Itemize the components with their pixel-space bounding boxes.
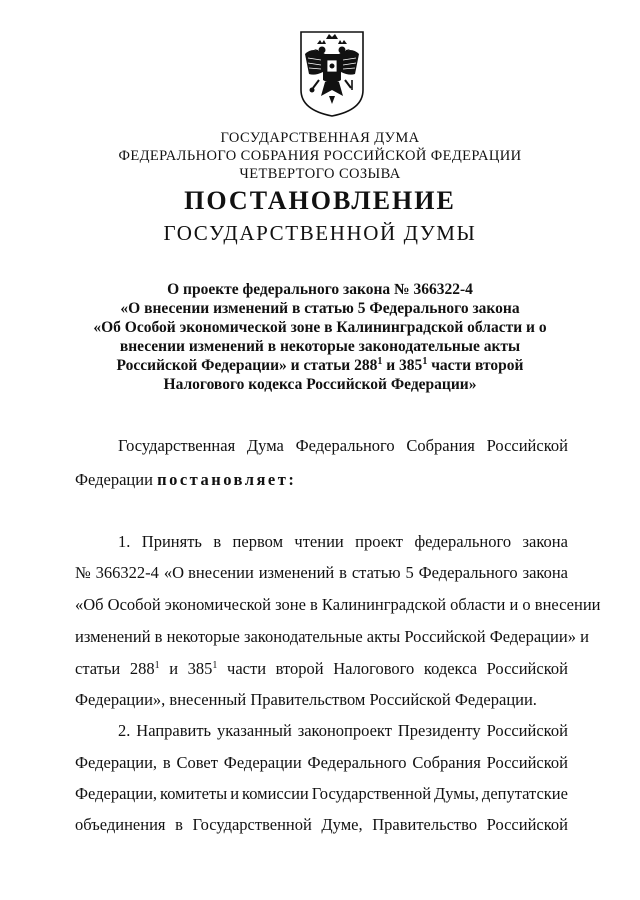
word: законопроект [297,721,392,740]
word: Федерального [418,563,518,582]
word: проект [355,532,404,551]
document-title: ПОСТАНОВЛЕНИЕ [184,186,456,215]
word: указанный [217,721,292,740]
word: в [213,532,222,551]
word: Федерального [295,436,395,455]
word: 366322-4 [95,563,159,582]
subject-line: внесении изменений в некоторые законодательные акты [119,338,521,355]
word: закона [522,532,568,551]
word: Собрания [412,753,481,772]
word: в [339,563,347,582]
word: первом [232,532,284,551]
word: Федерации, [75,753,158,772]
item2-line [75,753,568,773]
item1-line: статьи $288^1$ и $385^1$ части второй Налогового кодекса Российской [75,659,568,678]
word: Совет [176,753,218,772]
item2-line [118,721,568,741]
word: в [162,753,171,772]
word: Российской [486,721,568,740]
item2-line [75,784,568,804]
coat-of-arms-emblem [299,30,365,118]
word: и [230,784,240,803]
word: Федерального [307,753,407,772]
word: Федерации, [75,784,158,803]
word: в [175,815,183,834]
document-subtitle: ГОСУДАРСТВЕННОЙ ДУМЫ [163,221,477,245]
word: Государственной [311,784,432,803]
word: 1. [118,532,131,551]
word: чтении [294,532,344,551]
subject-line: «Об Особой экономической зоне в Калининградской области и о [93,319,547,336]
subject-line: Российской Федерации» и статьи $288^1$ и $385^1$ части второй [116,356,524,374]
word: Собрания [406,436,475,455]
item1-line: «Об Особой экономической зоне в Калининградской области и о внесении [75,595,601,614]
word: комитеты [160,784,228,803]
word: закона [522,563,568,582]
word: статью [351,563,401,582]
item1-line [118,532,568,552]
header-line-3: ЧЕТВЕРТОГО СОЗЫВА [239,166,401,182]
word: объединения [75,815,166,834]
word: Правительство [372,815,478,834]
word: Государственная [118,436,236,455]
word: депутатские [481,784,568,803]
word: Российской [486,436,568,455]
word: 5 [405,563,414,582]
subject-line: «О внесении изменений в статью 5 Федерального закона [120,300,520,317]
word: федерального [414,532,512,551]
item1-line [75,563,568,583]
item1-line: Федерации», внесенный Правительством Российской Федерации. [75,690,537,709]
subject-line: Налогового кодекса Российской Федерации» [163,376,477,393]
word: 2. [118,721,131,740]
word: Российской [486,753,568,772]
word: Федерации [223,753,302,772]
word: Думе, [321,815,363,834]
word: Президенту [397,721,481,740]
word: Думы, [434,784,479,803]
word: Российской [486,815,568,834]
word: комиссии [242,784,309,803]
subject-line: О проекте федерального закона № 366322-4 [167,281,473,298]
item2-line [75,815,568,835]
word: «О внесении [163,563,254,582]
word: № [75,563,91,582]
header-line-2: ФЕДЕРАЛЬНОГО СОБРАНИЯ РОССИЙСКОЙ ФЕДЕРАЦИИ [118,148,522,164]
preamble-line: Федерации постановляет: [75,470,297,489]
subject-block [0,280,640,394]
word: Принять [141,532,202,551]
preamble-line [118,436,568,456]
enacting-word: постановляет: [157,470,297,489]
word: Государственной [192,815,312,834]
word: Дума [246,436,284,455]
header-line-1: ГОСУДАРСТВЕННАЯ ДУМА [220,130,420,146]
item1-line: изменений в некоторые законодательные акты Российской Федерации» и [75,627,589,646]
word: изменений [258,563,335,582]
word: Направить [136,721,212,740]
